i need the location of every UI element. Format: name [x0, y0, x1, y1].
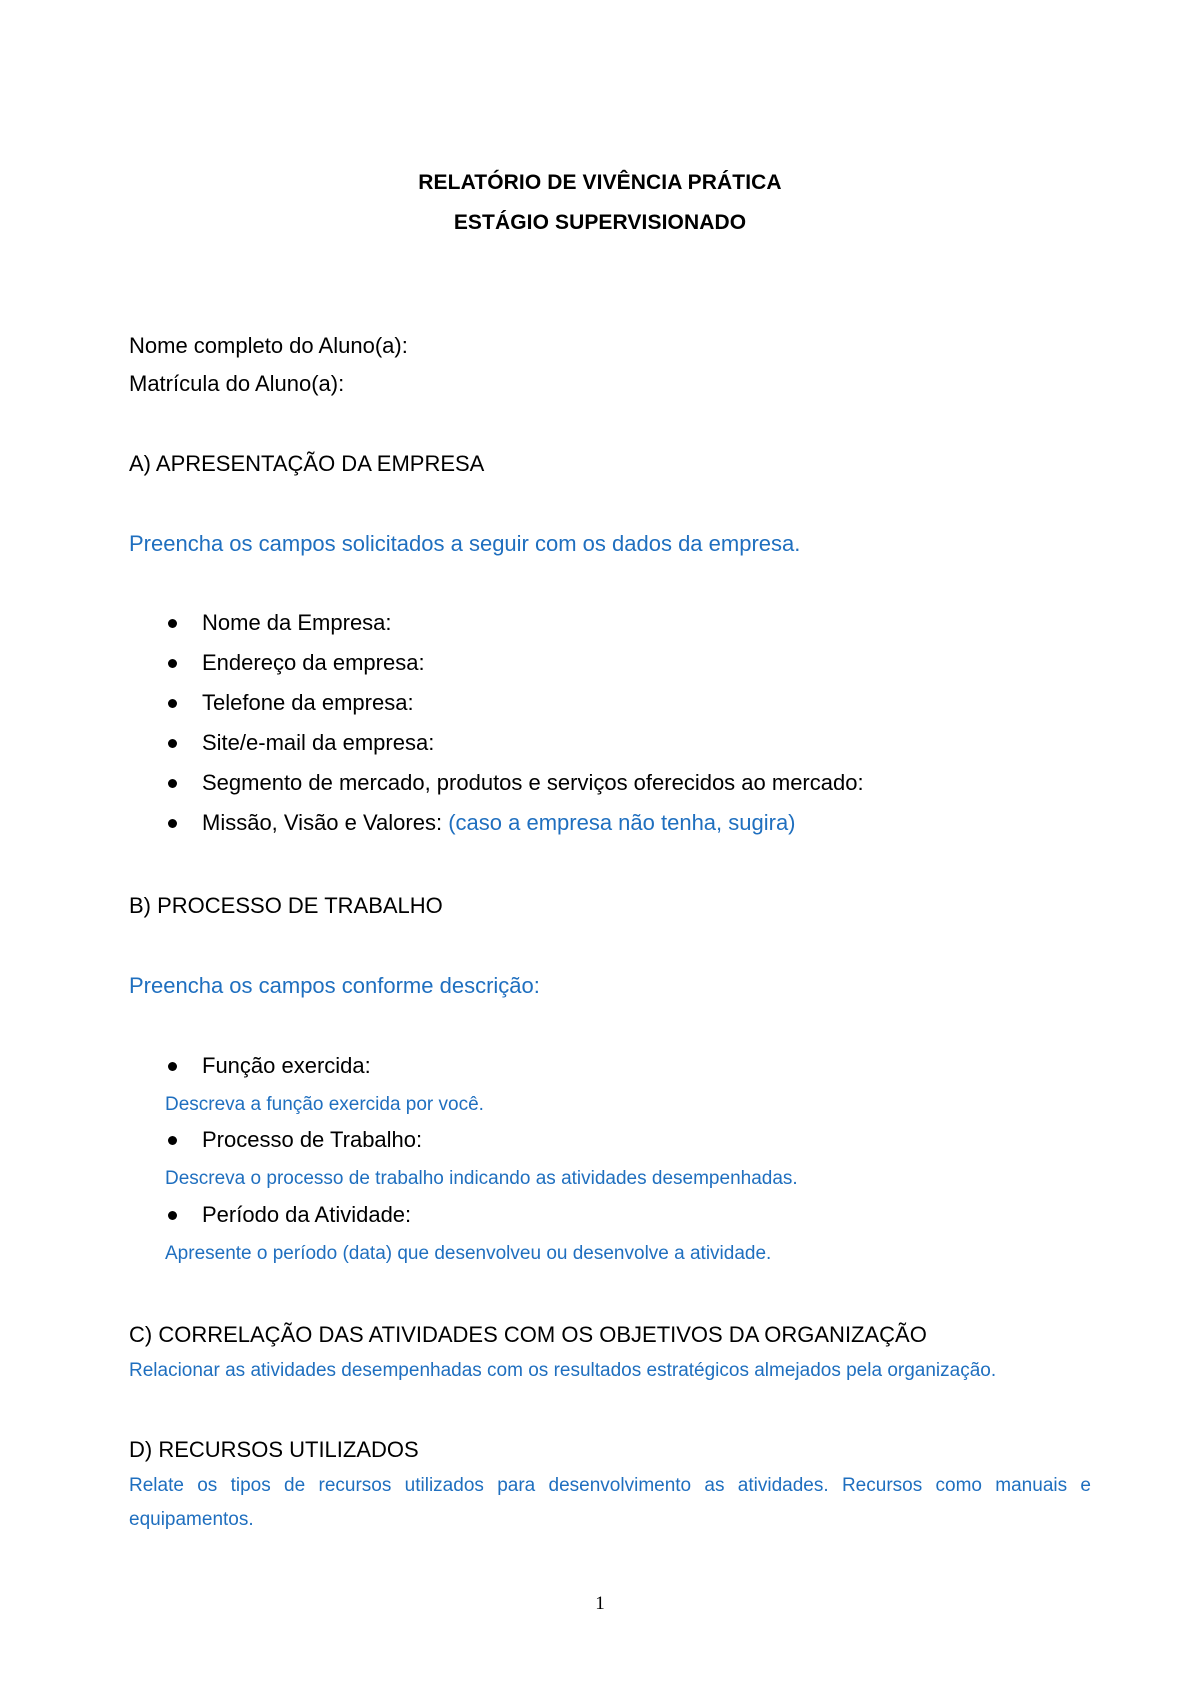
bullet-icon — [168, 619, 177, 628]
list-item: Período da Atividade: — [160, 1195, 411, 1235]
bullet-icon — [168, 699, 177, 708]
document-subtitle: ESTÁGIO SUPERVISIONADO — [453, 211, 747, 234]
section-b-instruction: Preencha os campos conforme descrição: — [129, 973, 540, 998]
bullet-icon — [168, 739, 177, 748]
work-process-list-3 — [160, 1195, 411, 1235]
bullet-icon — [168, 819, 177, 828]
work-process-list-2 — [160, 1120, 422, 1160]
list-item: Telefone da empresa: — [160, 683, 864, 723]
list-item: Missão, Visão e Valores: (caso a empresa não tenha, sugira) — [160, 803, 864, 843]
mission-hint: (caso a empresa não tenha, sugira) — [448, 810, 796, 835]
list-item: Site/e-mail da empresa: — [160, 723, 864, 763]
page-number: 1 — [595, 1593, 605, 1614]
work-process-list — [160, 1046, 371, 1086]
section-b-heading: B) PROCESSO DE TRABALHO — [129, 893, 443, 918]
list-item: Segmento de mercado, produtos e serviços oferecidos ao mercado: — [160, 763, 864, 803]
section-d-instruction-line2: equipamentos. — [129, 1509, 254, 1530]
section-c-instruction: Relacionar as atividades desempenhadas com os resultados estratégicos almejados pela organização. — [129, 1360, 997, 1381]
bullet-icon — [168, 1136, 177, 1145]
bullet-icon — [168, 659, 177, 668]
period-hint: Apresente o período (data) que desenvolveu ou desenvolve a atividade. — [165, 1243, 772, 1264]
section-c-heading: C) CORRELAÇÃO DAS ATIVIDADES COM OS OBJETIVOS DA ORGANIZAÇÃO — [129, 1322, 927, 1347]
section-d-heading: D) RECURSOS UTILIZADOS — [129, 1437, 419, 1462]
student-name-label: Nome completo do Aluno(a): — [129, 333, 408, 358]
function-hint: Descreva a função exercida por você. — [165, 1094, 484, 1115]
list-item: Endereço da empresa: — [160, 643, 864, 683]
bullet-icon — [168, 779, 177, 788]
section-a-heading: A) APRESENTAÇÃO DA EMPRESA — [129, 451, 485, 476]
document-title: RELATÓRIO DE VIVÊNCIA PRÁTICA — [418, 171, 782, 194]
section-a-instruction: Preencha os campos solicitados a seguir com os dados da empresa. — [129, 531, 801, 556]
process-hint: Descreva o processo de trabalho indicando as atividades desempenhadas. — [165, 1168, 798, 1189]
list-item: Função exercida: — [160, 1046, 371, 1086]
list-item: Nome da Empresa: — [160, 603, 864, 643]
bullet-icon — [168, 1062, 177, 1071]
list-item: Processo de Trabalho: — [160, 1120, 422, 1160]
company-fields-list — [160, 603, 864, 843]
bullet-icon — [168, 1211, 177, 1220]
student-id-label: Matrícula do Aluno(a): — [129, 371, 345, 396]
section-d-instruction-line1: Relate os tipos de recursos utilizados para desenvolvimento as atividades. Recursos como manuais e — [129, 1475, 1091, 1496]
